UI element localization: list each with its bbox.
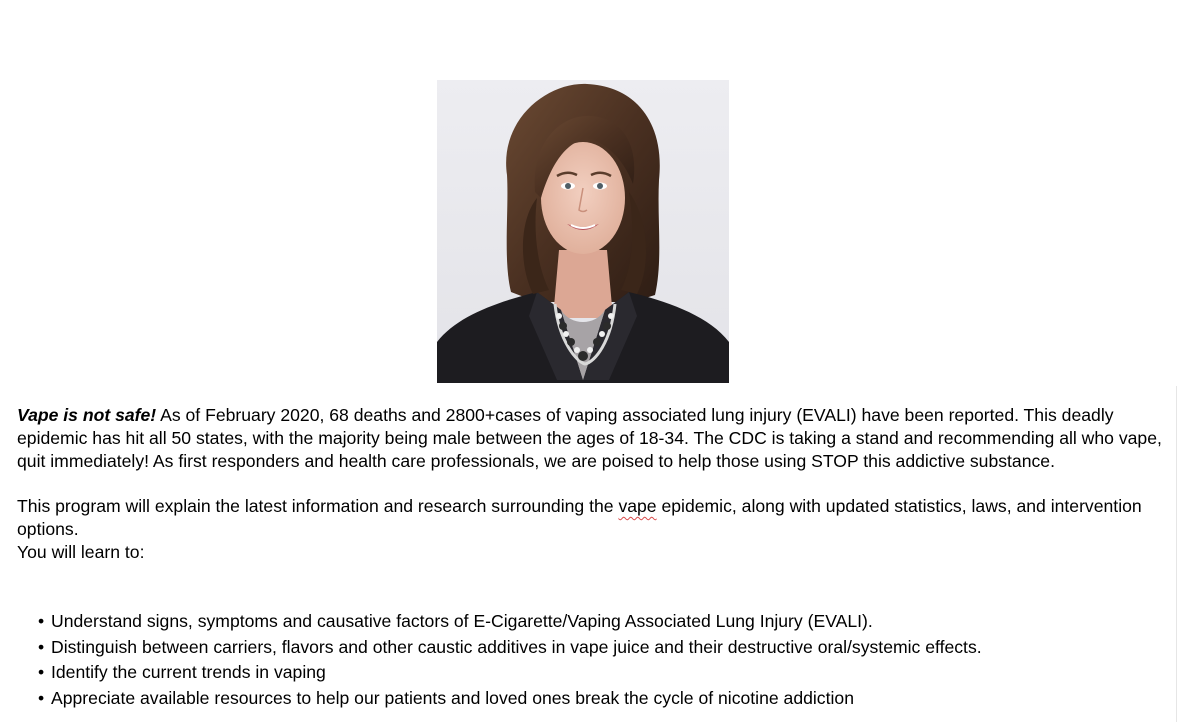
bullet-icon: • [38, 636, 45, 657]
list-item [38, 660, 982, 686]
learn-heading: You will learn to: [17, 542, 145, 562]
program-paragraph [17, 495, 1177, 541]
bullet-icon: • [38, 611, 45, 631]
portrait-illustration [437, 80, 729, 383]
paragraph-spacer [17, 473, 1177, 495]
list-item [38, 686, 982, 712]
learning-objectives-list [38, 609, 982, 711]
intro-lead: Vape is not safe! [17, 405, 157, 425]
program-text-start: This program will explain the latest information and research surrounding the [17, 496, 619, 516]
bullet-icon: • [38, 687, 45, 708]
presenter-portrait [437, 80, 729, 383]
spellcheck-flagged-word: vape [618, 496, 657, 516]
objective-text: Understand signs, symptoms and causative factors of E-Cigarette/Vaping Associated Lung Injury (EVALI). [51, 611, 873, 631]
list-item [38, 609, 982, 635]
intro-paragraph [17, 404, 1177, 473]
objective-text: Identify the current trends in vaping [51, 662, 326, 682]
bullet-icon: • [38, 662, 45, 682]
intro-body: As of February 2020, 68 deaths and 2800+cases of vaping associated lung injury (EVALI) have been reported. This deadly epidemic has hit all 50 states, with the majority being male between the ages of 18-34. The CDC is taking a stand and recommending all who vape, quit immediately! As first responders and health care professionals, we are poised to help those using STOP this addictive substance. [17, 405, 1162, 471]
description-section [17, 404, 1177, 564]
objective-text: Appreciate available resources to help our patients and loved ones break the cycle of nicotine addiction [51, 687, 854, 708]
program-text-end: epidemic, along with updated statistics, laws, and intervention options. [17, 496, 1142, 539]
list-item [38, 635, 982, 661]
objective-text: Distinguish between carriers, flavors and other caustic additives in vape juice and their destructive oral/systemic effects. [51, 636, 982, 657]
